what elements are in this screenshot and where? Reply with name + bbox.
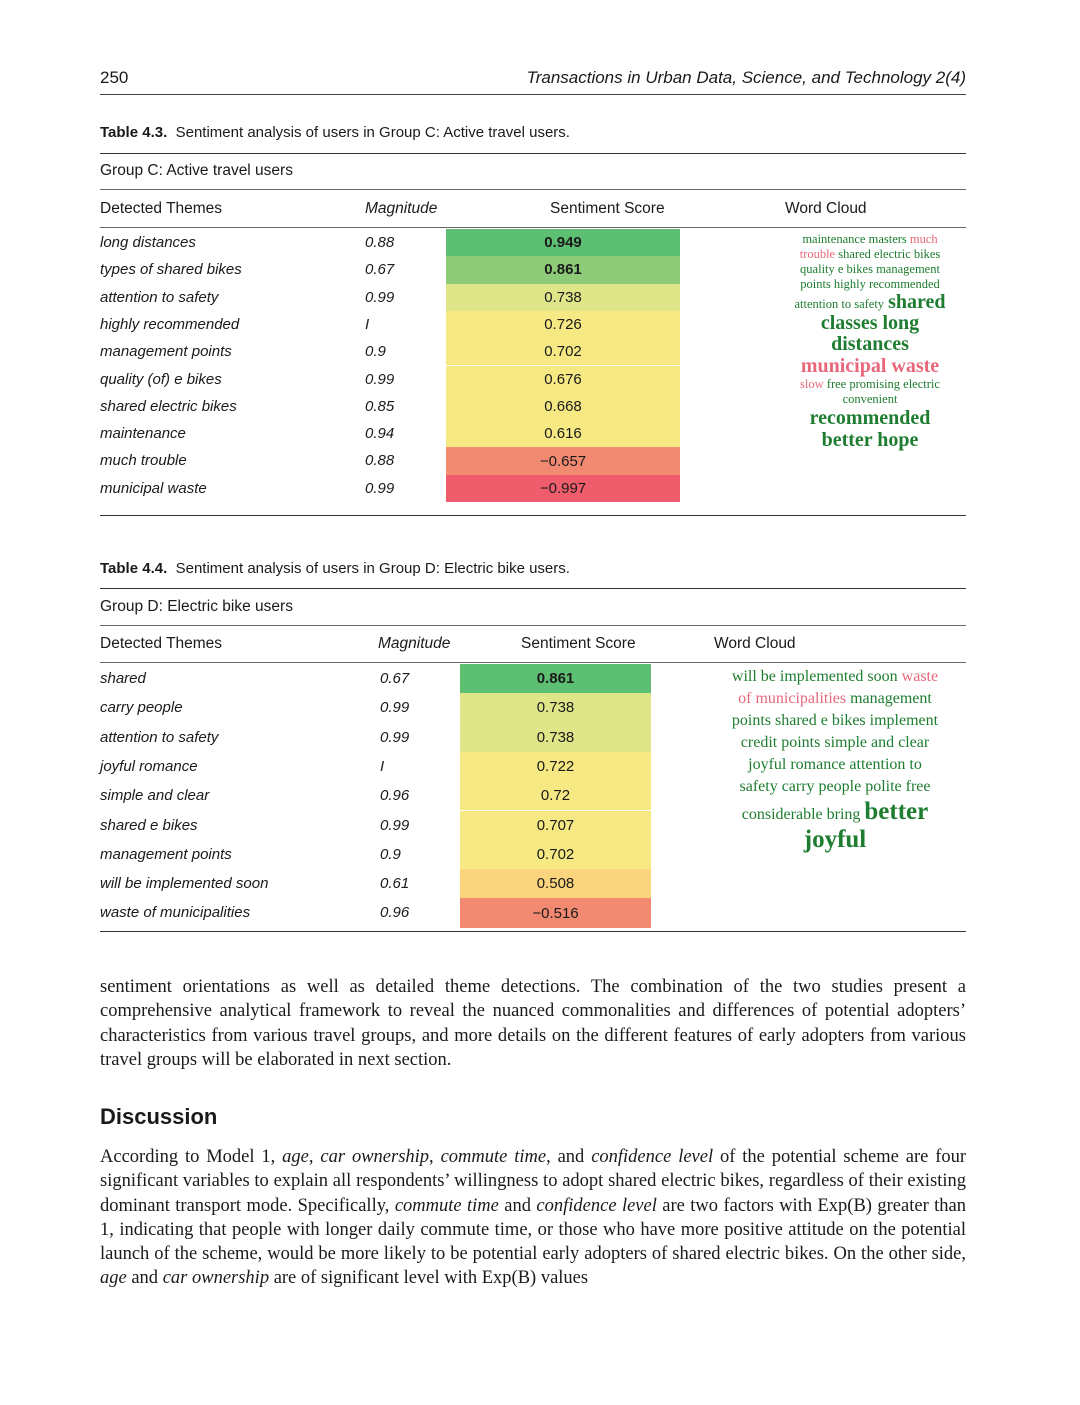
table-caption [100, 124, 570, 141]
theme-cell: maintenance [100, 425, 186, 443]
cloud-word: slow [800, 377, 824, 391]
cloud-word: joyful romance attention to [748, 756, 922, 774]
theme-cell: shared [100, 670, 146, 687]
theme-cell: waste of municipalities [100, 904, 251, 922]
theme-cell: types of shared bikes [100, 261, 242, 279]
text-run-italic: commute time [394, 1195, 499, 1216]
col-head-score: Sentiment Score [550, 200, 665, 217]
score-cell: 0.949 [446, 229, 680, 256]
theme-cell: attention to safety [100, 728, 219, 746]
cloud-word: distances [831, 333, 909, 355]
cloud-word: convenient [842, 392, 898, 406]
magnitude-cell: 0.99 [365, 370, 395, 388]
cloud-word: much [909, 232, 938, 246]
score-cell: −0.516 [460, 898, 651, 927]
text-run: , [429, 1147, 441, 1167]
score-cell: 0.616 [446, 420, 680, 447]
table-caption-label: Table 4.4. [100, 560, 168, 577]
table-caption-text: Sentiment analysis of users in Group D: Electric bike users. [175, 560, 570, 577]
page-number: 250 [100, 68, 129, 87]
score-cell: 0.722 [460, 752, 651, 781]
rule [100, 189, 966, 190]
theme-cell: long distances [100, 234, 196, 251]
magnitude-cell: 0.88 [365, 234, 395, 251]
theme-cell: quality (of) e bikes [100, 370, 222, 388]
magnitude-cell: 0.67 [365, 261, 395, 279]
word-cloud [780, 232, 960, 451]
rule [100, 588, 966, 589]
text-run-italic: confidence level [591, 1147, 714, 1167]
text-run: and [126, 1268, 163, 1289]
score-cell: 0.702 [446, 338, 680, 365]
body-paragraph [100, 1145, 966, 1291]
col-head-cloud: Word Cloud [785, 200, 867, 217]
group-label: Group D: Electric bike users [100, 598, 293, 615]
cloud-word: management [850, 690, 932, 708]
magnitude-cell: 0.99 [365, 479, 395, 497]
theme-cell: municipal waste [100, 479, 207, 497]
word-cloud [710, 666, 960, 853]
cloud-word: of municipalities [738, 690, 847, 708]
text-run-italic: confidence level [536, 1195, 657, 1216]
score-cell: −0.997 [446, 475, 680, 502]
text-run-italic: car ownership [162, 1268, 270, 1289]
body-paragraph: sentiment orientations as well as detailed theme detections. The combination of the two studies present a comprehensive analytical framework to reveal the nuanced commonalities and differences of potential adopters’ characteristics from various travel groups, and more details on the different features of early adopters from various travel groups will be elaborated in next section. [100, 977, 966, 1070]
table-group-d [100, 560, 966, 940]
magnitude-cell: 0.99 [365, 288, 395, 306]
cloud-word: attention to safety [794, 297, 885, 311]
text-run: are of significant level with Exp(B) values [269, 1268, 589, 1289]
cloud-word: trouble [799, 247, 836, 261]
rule [100, 227, 966, 228]
cloud-word: better [864, 798, 929, 826]
rule [100, 625, 966, 626]
cloud-word: shared electric bikes [838, 247, 941, 261]
magnitude-cell: 0.99 [380, 816, 410, 834]
table-caption-text: Sentiment analysis of users in Group C: Active travel users. [175, 124, 570, 141]
theme-cell: much trouble [100, 452, 187, 470]
cloud-word: joyful [803, 825, 867, 853]
magnitude-cell: 0.61 [380, 875, 410, 893]
cloud-word: will be implemented soon [731, 668, 898, 685]
group-label: Group C: Active travel users [100, 162, 293, 179]
score-cell: −0.657 [446, 447, 680, 474]
text-run: , [308, 1147, 321, 1167]
score-cell: 0.738 [446, 284, 680, 311]
magnitude-cell: I [380, 757, 385, 775]
score-cell: 0.508 [460, 869, 651, 898]
cloud-word: free promising electric [826, 377, 940, 391]
cloud-word: considerable bring [741, 806, 861, 824]
cloud-word: recommended [809, 407, 931, 429]
col-head-magnitude: Magnitude [378, 635, 451, 652]
cloud-word: safety carry people polite free [739, 778, 931, 796]
score-cell: 0.738 [460, 723, 651, 752]
text-run: According to Model 1, [100, 1147, 283, 1167]
cloud-word: credit points simple and clear [740, 734, 930, 752]
magnitude-cell: 0.85 [365, 397, 395, 415]
col-head-themes: Detected Themes [100, 635, 223, 652]
table-caption-label: Table 4.3. [100, 124, 168, 141]
magnitude-cell: 0.88 [365, 452, 395, 470]
table-group-c [100, 124, 966, 524]
journal-title: Transactions in Urban Data, Science, and Technology 2(4) [526, 68, 966, 87]
table-caption [100, 560, 570, 577]
magnitude-cell: 0.99 [380, 699, 410, 717]
cloud-word: quality e bikes management [800, 262, 940, 276]
score-cell: 0.861 [446, 256, 680, 283]
cloud-word: classes long [820, 312, 920, 334]
magnitude-cell: 0.9 [380, 845, 401, 863]
text-run: , and [546, 1147, 592, 1167]
cloud-word: maintenance masters [802, 232, 907, 246]
cloud-word: municipal waste [800, 355, 940, 377]
text-run: are two factors with Exp(B) greater than 1, indicating that people with longer daily commute time, or those who have more positive attitude on the potential launch of the scheme, would be more likely to be potential early adopters of shared electric bikes. On the other side, [100, 1195, 966, 1265]
col-head-score: Sentiment Score [521, 635, 636, 652]
score-cell: 0.707 [460, 811, 651, 840]
magnitude-cell: 0.67 [380, 670, 410, 687]
theme-cell: attention to safety [100, 288, 219, 306]
section-heading: Discussion [100, 1104, 218, 1129]
col-head-themes: Detected Themes [100, 200, 223, 217]
score-cell: 0.676 [446, 366, 680, 393]
theme-cell: will be implemented soon [100, 875, 269, 893]
score-cell: 0.668 [446, 393, 680, 420]
col-head-magnitude: Magnitude [365, 200, 438, 217]
text-run-italic: age [282, 1147, 309, 1167]
text-run-italic: commute time [440, 1147, 547, 1167]
magnitude-cell: 0.96 [380, 904, 410, 922]
magnitude-cell: 0.94 [365, 425, 395, 443]
cloud-word: better hope [821, 429, 919, 451]
magnitude-cell: 0.99 [380, 728, 410, 746]
theme-cell: management points [100, 845, 232, 863]
text-run-italic: age [100, 1268, 127, 1289]
running-head [100, 68, 966, 95]
rule [100, 662, 966, 663]
rule [100, 153, 966, 154]
score-cell: 0.726 [446, 311, 680, 338]
cloud-word: points highly recommended [800, 277, 940, 291]
text-run: and [498, 1195, 537, 1216]
col-head-cloud: Word Cloud [714, 635, 796, 652]
rule [100, 931, 966, 932]
text-run-italic: car ownership [320, 1147, 430, 1167]
theme-cell: management points [100, 343, 232, 361]
theme-cell: simple and clear [100, 787, 210, 805]
magnitude-cell: 0.9 [365, 343, 386, 361]
rule [100, 515, 966, 516]
theme-cell: joyful romance [100, 757, 198, 775]
score-cell: 0.72 [460, 781, 651, 810]
score-cell: 0.861 [460, 664, 651, 693]
magnitude-cell: I [365, 315, 370, 333]
theme-cell: highly recommended [100, 315, 240, 333]
score-cell: 0.738 [460, 693, 651, 722]
theme-cell: shared electric bikes [100, 397, 237, 415]
cloud-word: waste [901, 668, 939, 685]
theme-cell: carry people [100, 699, 183, 717]
score-cell: 0.702 [460, 840, 651, 869]
cloud-word: points shared e bikes implement [731, 712, 939, 730]
theme-cell: shared e bikes [100, 816, 198, 834]
magnitude-cell: 0.96 [380, 787, 410, 805]
text-run: of the potential scheme are four significant variables to explain all respondents’ willingness to adopt shared electric bikes, regardless of their existing dominant transport mode. Specifically, [100, 1147, 967, 1216]
cloud-word: shared [888, 291, 946, 313]
